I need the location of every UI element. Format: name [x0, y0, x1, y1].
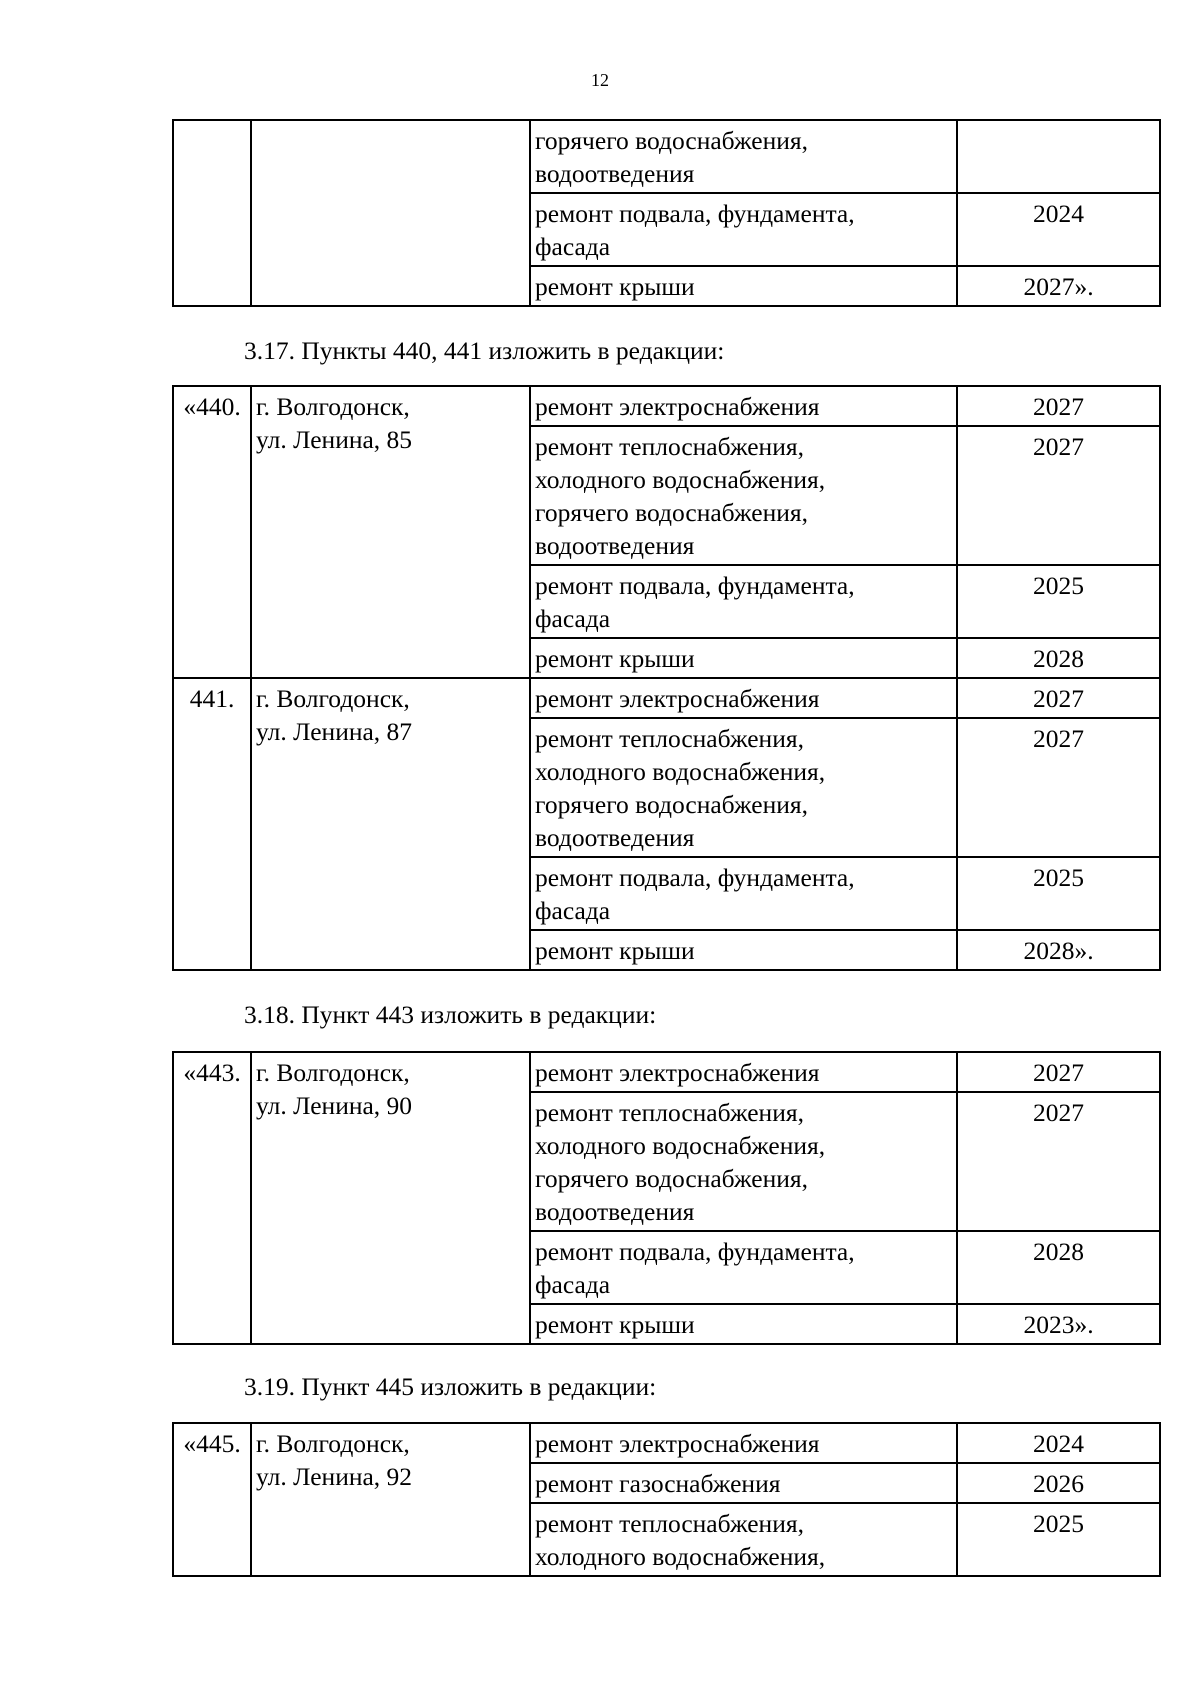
- work-cell: ремонт подвала, фундамента, фасада: [530, 193, 957, 266]
- work-cell: горячего водоснабжения, водоотведения: [530, 120, 957, 193]
- paragraph-3-18: 3.18. Пункт 443 изложить в редакции:: [244, 1000, 657, 1029]
- address-cell: г. Волгодонск, ул. Ленина, 87: [251, 678, 530, 970]
- paragraph-3-17: 3.17. Пункты 440, 441 изложить в редакции:: [244, 336, 725, 365]
- table-items-440-441: [172, 385, 1161, 971]
- work-cell: ремонт крыши: [530, 1304, 957, 1344]
- year-cell: 2025: [957, 857, 1160, 930]
- year-cell: 2027: [957, 678, 1160, 718]
- year-cell: 2028».: [957, 930, 1160, 970]
- work-cell: ремонт крыши: [530, 266, 957, 306]
- work-cell: ремонт крыши: [530, 638, 957, 678]
- year-cell: 2023».: [957, 1304, 1160, 1344]
- year-cell: 2027: [957, 1052, 1160, 1092]
- work-cell: ремонт теплоснабжения, холодного водоснабжения, горячего водоснабжения, водоотведения: [530, 426, 957, 565]
- year-cell: 2025: [957, 565, 1160, 638]
- work-cell: ремонт подвала, фундамента, фасада: [530, 857, 957, 930]
- item-number-cell: «445.: [173, 1423, 251, 1576]
- year-cell: 2027: [957, 1092, 1160, 1231]
- year-cell: 2028: [957, 1231, 1160, 1304]
- address-cell: [251, 120, 530, 306]
- paragraph-3-19: 3.19. Пункт 445 изложить в редакции:: [244, 1372, 657, 1401]
- year-cell: 2027: [957, 386, 1160, 426]
- table-item-443: [172, 1051, 1161, 1345]
- address-cell: г. Волгодонск, ул. Ленина, 85: [251, 386, 530, 678]
- table-row: [173, 678, 1160, 718]
- page-number: 12: [591, 70, 609, 90]
- work-cell: ремонт электроснабжения: [530, 678, 957, 718]
- address-cell: г. Волгодонск, ул. Ленина, 90: [251, 1052, 530, 1344]
- work-cell: ремонт теплоснабжения, холодного водоснабжения,: [530, 1503, 957, 1576]
- year-cell: [957, 120, 1160, 193]
- work-cell: ремонт крыши: [530, 930, 957, 970]
- year-cell: 2028: [957, 638, 1160, 678]
- year-cell: 2027».: [957, 266, 1160, 306]
- continued-table: [172, 119, 1161, 307]
- work-cell: ремонт подвала, фундамента, фасада: [530, 1231, 957, 1304]
- address-cell: г. Волгодонск, ул. Ленина, 92: [251, 1423, 530, 1576]
- year-cell: 2027: [957, 718, 1160, 857]
- year-cell: 2027: [957, 426, 1160, 565]
- work-cell: ремонт электроснабжения: [530, 386, 957, 426]
- work-cell: ремонт теплоснабжения, холодного водоснабжения, горячего водоснабжения, водоотведения: [530, 1092, 957, 1231]
- item-number-cell: [173, 120, 251, 306]
- table-row: [173, 1423, 1160, 1463]
- item-number-cell: «440.: [173, 386, 251, 678]
- table-row: [173, 120, 1160, 193]
- year-cell: 2024: [957, 1423, 1160, 1463]
- year-cell: 2025: [957, 1503, 1160, 1576]
- year-cell: 2024: [957, 193, 1160, 266]
- item-number-cell: 441.: [173, 678, 251, 970]
- year-cell: 2026: [957, 1463, 1160, 1503]
- work-cell: ремонт подвала, фундамента, фасада: [530, 565, 957, 638]
- work-cell: ремонт газоснабжения: [530, 1463, 957, 1503]
- table-row: [173, 1052, 1160, 1092]
- work-cell: ремонт теплоснабжения, холодного водоснабжения, горячего водоснабжения, водоотведения: [530, 718, 957, 857]
- work-cell: ремонт электроснабжения: [530, 1423, 957, 1463]
- table-row: [173, 386, 1160, 426]
- work-cell: ремонт электроснабжения: [530, 1052, 957, 1092]
- table-item-445: [172, 1422, 1161, 1577]
- item-number-cell: «443.: [173, 1052, 251, 1344]
